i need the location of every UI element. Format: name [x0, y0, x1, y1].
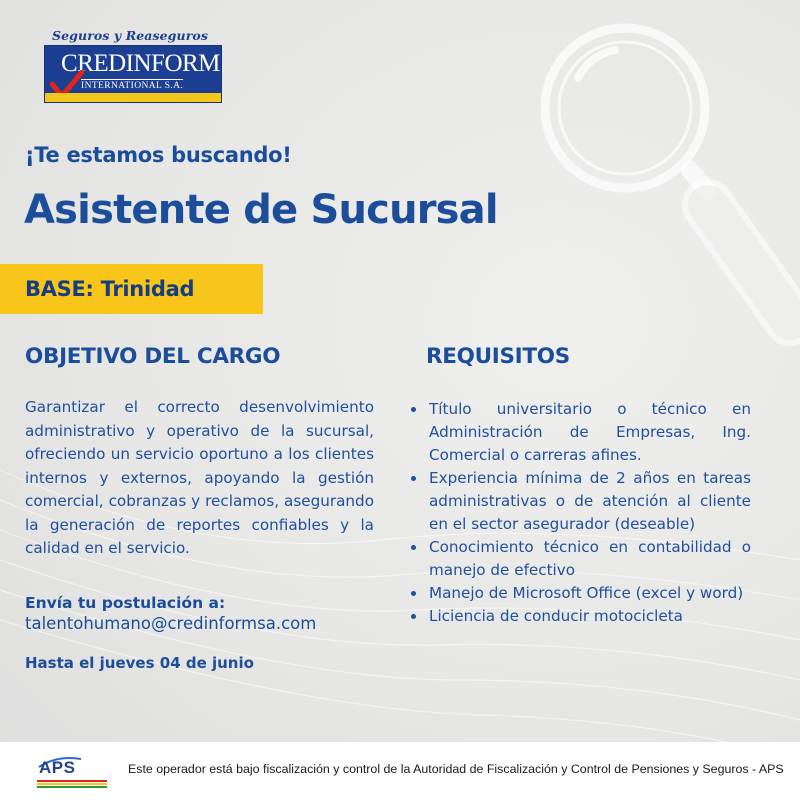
company-logo — [44, 28, 224, 103]
requirement-item — [408, 582, 751, 605]
logo-subtitle: INTERNATIONAL S.A. — [81, 81, 184, 91]
requirements-heading: REQUISITOS — [426, 344, 570, 369]
regulator-notice: Este operador está bajo fiscalización y control de la Autoridad de Fiscalización y Control de Pensiones y Seguros - APS — [128, 762, 784, 776]
job-title: Asistente de Sucursal — [24, 187, 498, 233]
requirement-item — [408, 467, 751, 536]
requirement-text: Título universitario o técnico en Administración de Empresas, Ing. Comercial o carreras afines. — [429, 400, 751, 464]
logo-name: CREDINFORM — [61, 50, 220, 77]
requirements-list — [408, 398, 751, 628]
requirement-item — [408, 536, 751, 582]
requirement-text: Liciencia de conducir motocicleta — [429, 607, 683, 625]
apply-email-link[interactable]: talentohumano@credinformsa.com — [25, 614, 317, 633]
base-location: BASE: Trinidad — [25, 277, 195, 301]
objective-heading: OBJETIVO DEL CARGO — [25, 344, 281, 369]
base-band — [0, 264, 263, 314]
headline-kicker: ¡Te estamos buscando! — [25, 143, 292, 167]
bullet-icon — [411, 614, 416, 619]
bullet-icon — [411, 407, 416, 412]
requirement-text: Conocimiento técnico en contabilidad o manejo de efectivo — [429, 538, 751, 579]
magnifying-glass-icon — [545, 28, 790, 320]
aps-logo-text: APS — [39, 758, 76, 777]
logo-tagline: Seguros y Reaseguros — [52, 28, 208, 43]
requirement-text: Experiencia mínima de 2 años en tareas administrativas o de atención al cliente en el sector asegurador (deseable) — [429, 469, 751, 533]
logo-yellow-bar — [45, 93, 221, 102]
application-deadline: Hasta el jueves 04 de junio — [25, 654, 254, 672]
bullet-icon — [411, 476, 416, 481]
requirement-item — [408, 605, 751, 628]
aps-logo — [37, 753, 107, 791]
bullet-icon — [411, 591, 416, 596]
requirement-item — [408, 398, 751, 467]
logo-badge — [44, 45, 222, 103]
apply-label: Envía tu postulación a: — [25, 594, 226, 612]
bullet-icon — [411, 545, 416, 550]
objective-text: Garantizar el correcto desenvolvimiento administrativo y operativo de la sucursal, ofreciendo un servicio oportuno a los clientes internos y externos, apoyando la gestión comercial, cobranzas y reclamos, asegurando la generación de reportes confiables y la calidad en el servicio. — [25, 398, 374, 557]
requirement-text: Manejo de Microsoft Office (excel y word) — [429, 584, 744, 602]
regulator-footer — [0, 742, 800, 800]
